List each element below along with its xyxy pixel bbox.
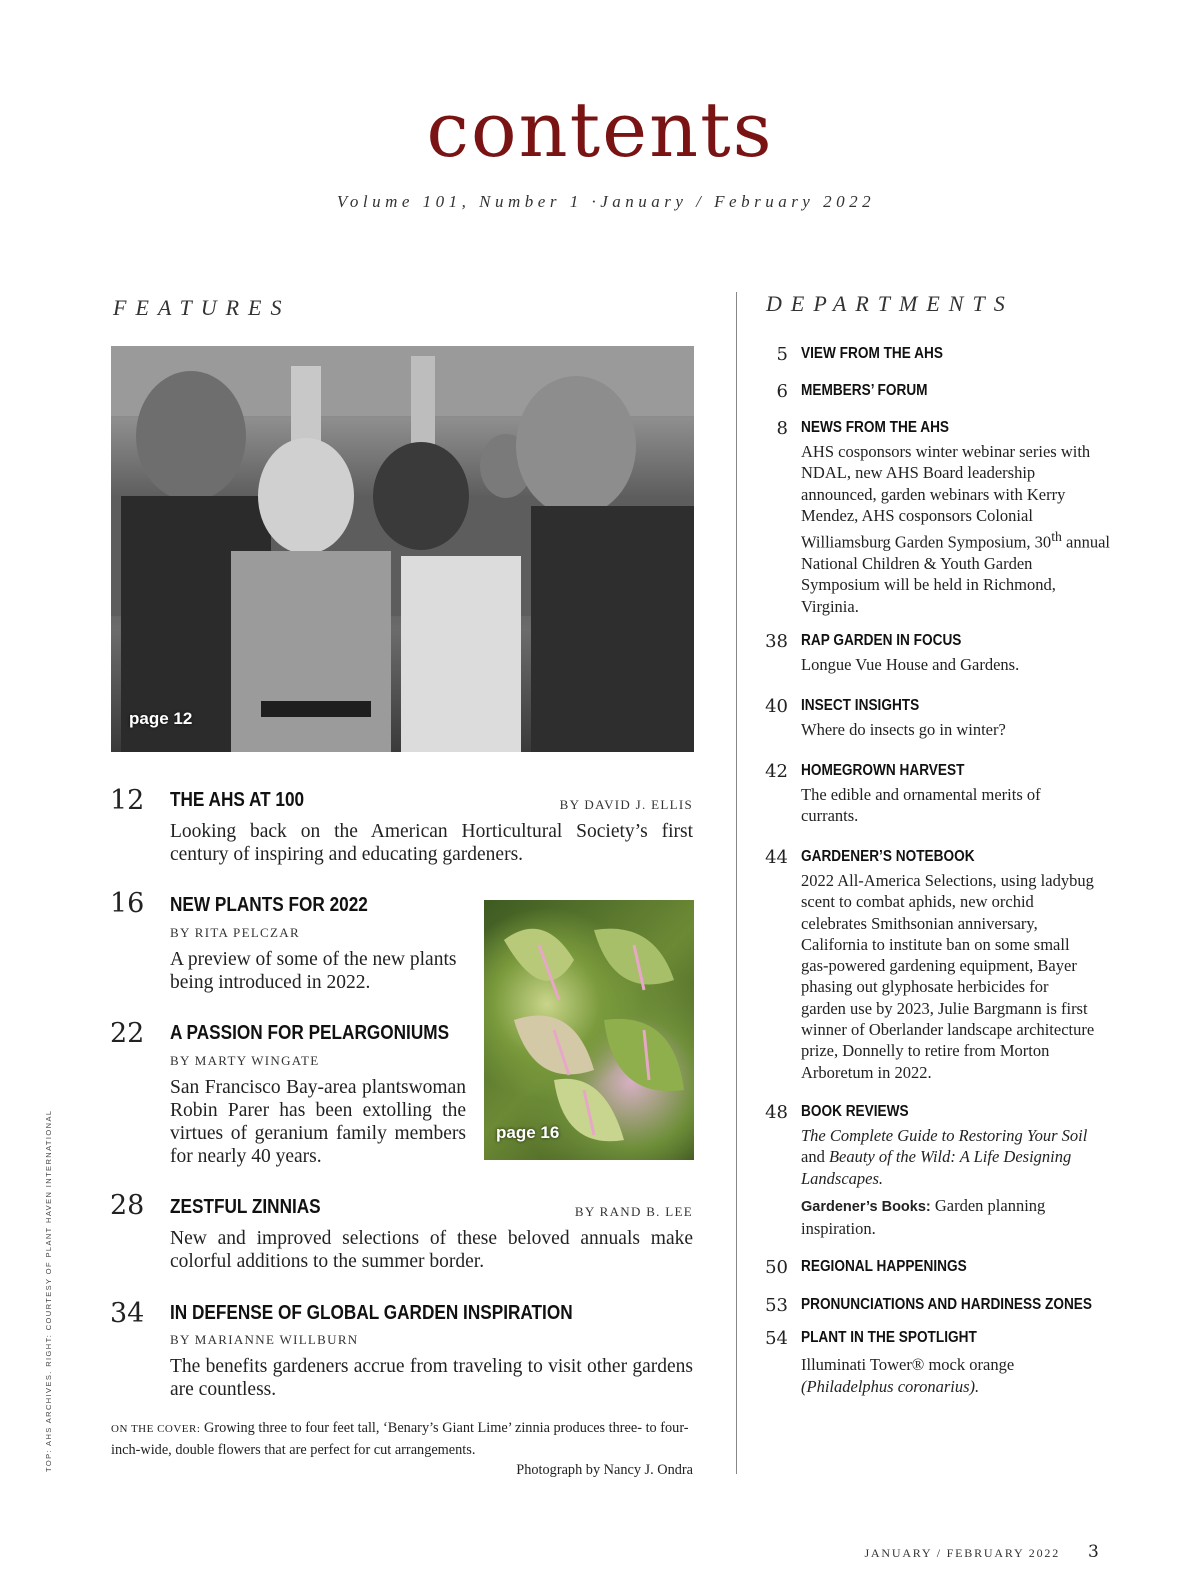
book-title: The Complete Guide to Restoring Your Soil	[801, 1126, 1088, 1145]
botanical-name: (Philadelphus coronarius).	[801, 1377, 980, 1396]
dept-page-number: 5	[776, 344, 788, 365]
feature-photo-ahs[interactable]	[111, 346, 694, 752]
feature-description: The benefits gardeners accrue from traveling to visit other gardens are countless.	[170, 1356, 693, 1400]
feature-page-number: 12	[110, 785, 145, 816]
feature-page-number: 22	[110, 1018, 145, 1049]
dept-description-part: and	[801, 1147, 829, 1167]
page-title: contents	[426, 85, 774, 174]
feature-title[interactable]: ZESTFUL ZINNIAS	[170, 1196, 321, 1218]
feature-title[interactable]: A PASSION FOR PELARGONIUMS	[170, 1022, 450, 1044]
gardeners-books	[801, 1195, 1061, 1240]
dept-title[interactable]: NEWS FROM THE AHS	[801, 419, 950, 436]
dept-title[interactable]: GARDENER’S NOTEBOOK	[801, 848, 975, 865]
book-title: Beauty of the Wild: A Life Designing Landscapes.	[801, 1147, 1072, 1188]
feature-description: Looking back on the American Horticultural Society’s first century of inspiring and educating gardeners.	[170, 821, 693, 865]
dept-description: Where do insects go in winter?	[801, 720, 1006, 739]
dept-description: Longue Vue House and Gardens.	[801, 655, 1020, 674]
dept-title[interactable]: MEMBERS’ FORUM	[801, 382, 928, 399]
dept-title[interactable]: RAP GARDEN IN FOCUS	[801, 632, 962, 649]
dept-page-number: 54	[765, 1328, 788, 1349]
feature-byline: BY RITA PELCZAR	[170, 925, 300, 940]
dept-title[interactable]: HOMEGROWN HARVEST	[801, 762, 965, 779]
dept-page-number: 40	[765, 696, 788, 717]
dept-description: The edible and ornamental merits of currants.	[801, 785, 1041, 826]
issue-subtitle: Volume 101, Number 1 ·January / February 2022	[336, 192, 876, 211]
cover-caption	[111, 1418, 694, 1461]
dept-page-number: 42	[765, 761, 788, 782]
dept-description	[801, 1125, 1101, 1189]
feature-description: San Francisco Bay-area plantswoman Robin Parer has been extolling the virtues of geranium family members for nearly 40 years.	[170, 1077, 466, 1167]
feature-byline: BY RAND B. LEE	[574, 1204, 693, 1219]
dept-description: Illuminati Tower® mock orange	[801, 1355, 1015, 1374]
footer-page-number: 3	[1088, 1542, 1099, 1562]
feature-description: New and improved selections of these beloved annuals make colorful additions to the summer border.	[170, 1228, 693, 1272]
gardeners-books-label: Gardener’s Books:	[801, 1199, 931, 1215]
feature-byline: BY DAVID J. ELLIS	[559, 797, 693, 812]
feature-page-number: 16	[110, 888, 145, 919]
dept-page-number: 53	[765, 1295, 788, 1316]
dept-description: 2022 All-America Selections, using ladybug scent to combat aphids, new orchid celebrates Smithsonian anniversary, California to institute ban on some small gas-powered gardening equipment, Bayer phasing out glyphosate herbicides for garden use by 2023, Julie Bargmann is first winner of Oberlander landscape architecture prize, Donnelly to retire from Morton Arboretum in 2022.	[801, 871, 1095, 1082]
dept-title[interactable]: VIEW FROM THE AHS	[801, 345, 943, 362]
cover-photo-credit: Photograph by Nancy J. Ondra	[516, 1462, 693, 1478]
dept-page-number: 50	[765, 1257, 788, 1278]
feature-title[interactable]: IN DEFENSE OF GLOBAL GARDEN INSPIRATION	[170, 1302, 573, 1324]
dept-title[interactable]: PRONUNCIATIONS AND HARDINESS ZONES	[801, 1296, 1093, 1313]
dept-description-sup: th	[1051, 529, 1062, 545]
dept-page-number: 38	[765, 631, 788, 652]
feature-byline: BY MARTY WINGATE	[170, 1053, 320, 1068]
dept-title[interactable]: BOOK REVIEWS	[801, 1103, 909, 1120]
photo-caption-page-16: page 16	[496, 1123, 560, 1142]
feature-page-number: 28	[110, 1190, 145, 1221]
feature-description: A preview of some of the new plants being introduced in 2022.	[170, 949, 457, 993]
dept-title[interactable]: REGIONAL HAPPENINGS	[801, 1258, 967, 1275]
features-heading: FEATURES	[113, 295, 291, 320]
photo-illustration	[111, 346, 694, 752]
feature-byline: BY MARIANNE WILLBURN	[170, 1332, 359, 1347]
dept-page-number: 48	[765, 1102, 788, 1123]
feature-page-number: 34	[110, 1298, 145, 1329]
dept-page-number: 6	[776, 381, 788, 402]
cover-label: ON THE COVER:	[111, 1423, 201, 1435]
photo-credit: TOP: AHS ARCHIVES. RIGHT: COURTESY OF PLANT HAVEN INTERNATIONAL	[44, 1109, 53, 1472]
gardeners-books-text: Garden planning inspiration.	[801, 1196, 1046, 1239]
feature-title[interactable]: NEW PLANTS FOR 2022	[170, 894, 368, 916]
dept-description-part: AHS cosponsors winter webinar series with NDAL, new AHS Board leadership announced, garden webinars with Kerry Mendez, AHS cosponsors Colonial Williamsburg Garden Symposium, 30	[801, 442, 1091, 552]
feature-photo-plants[interactable]	[484, 900, 694, 1160]
column-divider	[736, 292, 737, 1474]
photo-caption-page-12: page 12	[129, 709, 193, 728]
dept-description-italic	[801, 1376, 1111, 1397]
dept-description	[801, 441, 1111, 617]
feature-title[interactable]: THE AHS AT 100	[170, 789, 305, 811]
leaves-illustration	[484, 900, 694, 1160]
dept-description-part: annual National Children & Youth Garden Symposium will be held in Richmond, Virginia.	[801, 532, 1110, 616]
dept-title[interactable]: PLANT IN THE SPOTLIGHT	[801, 1329, 977, 1346]
dept-page-number: 8	[776, 418, 788, 439]
departments-heading: DEPARTMENTS	[766, 291, 1014, 316]
cover-text: Growing three to four feet tall, ‘Benary’s Giant Lime’ zinnia produces three- to four-inch-wide, double flowers that are perfect for cut arrangements.	[111, 1420, 689, 1458]
footer-issue: JANUARY / FEBRUARY 2022	[864, 1546, 1060, 1560]
dept-title[interactable]: INSECT INSIGHTS	[801, 697, 920, 714]
dept-page-number: 44	[765, 847, 788, 868]
